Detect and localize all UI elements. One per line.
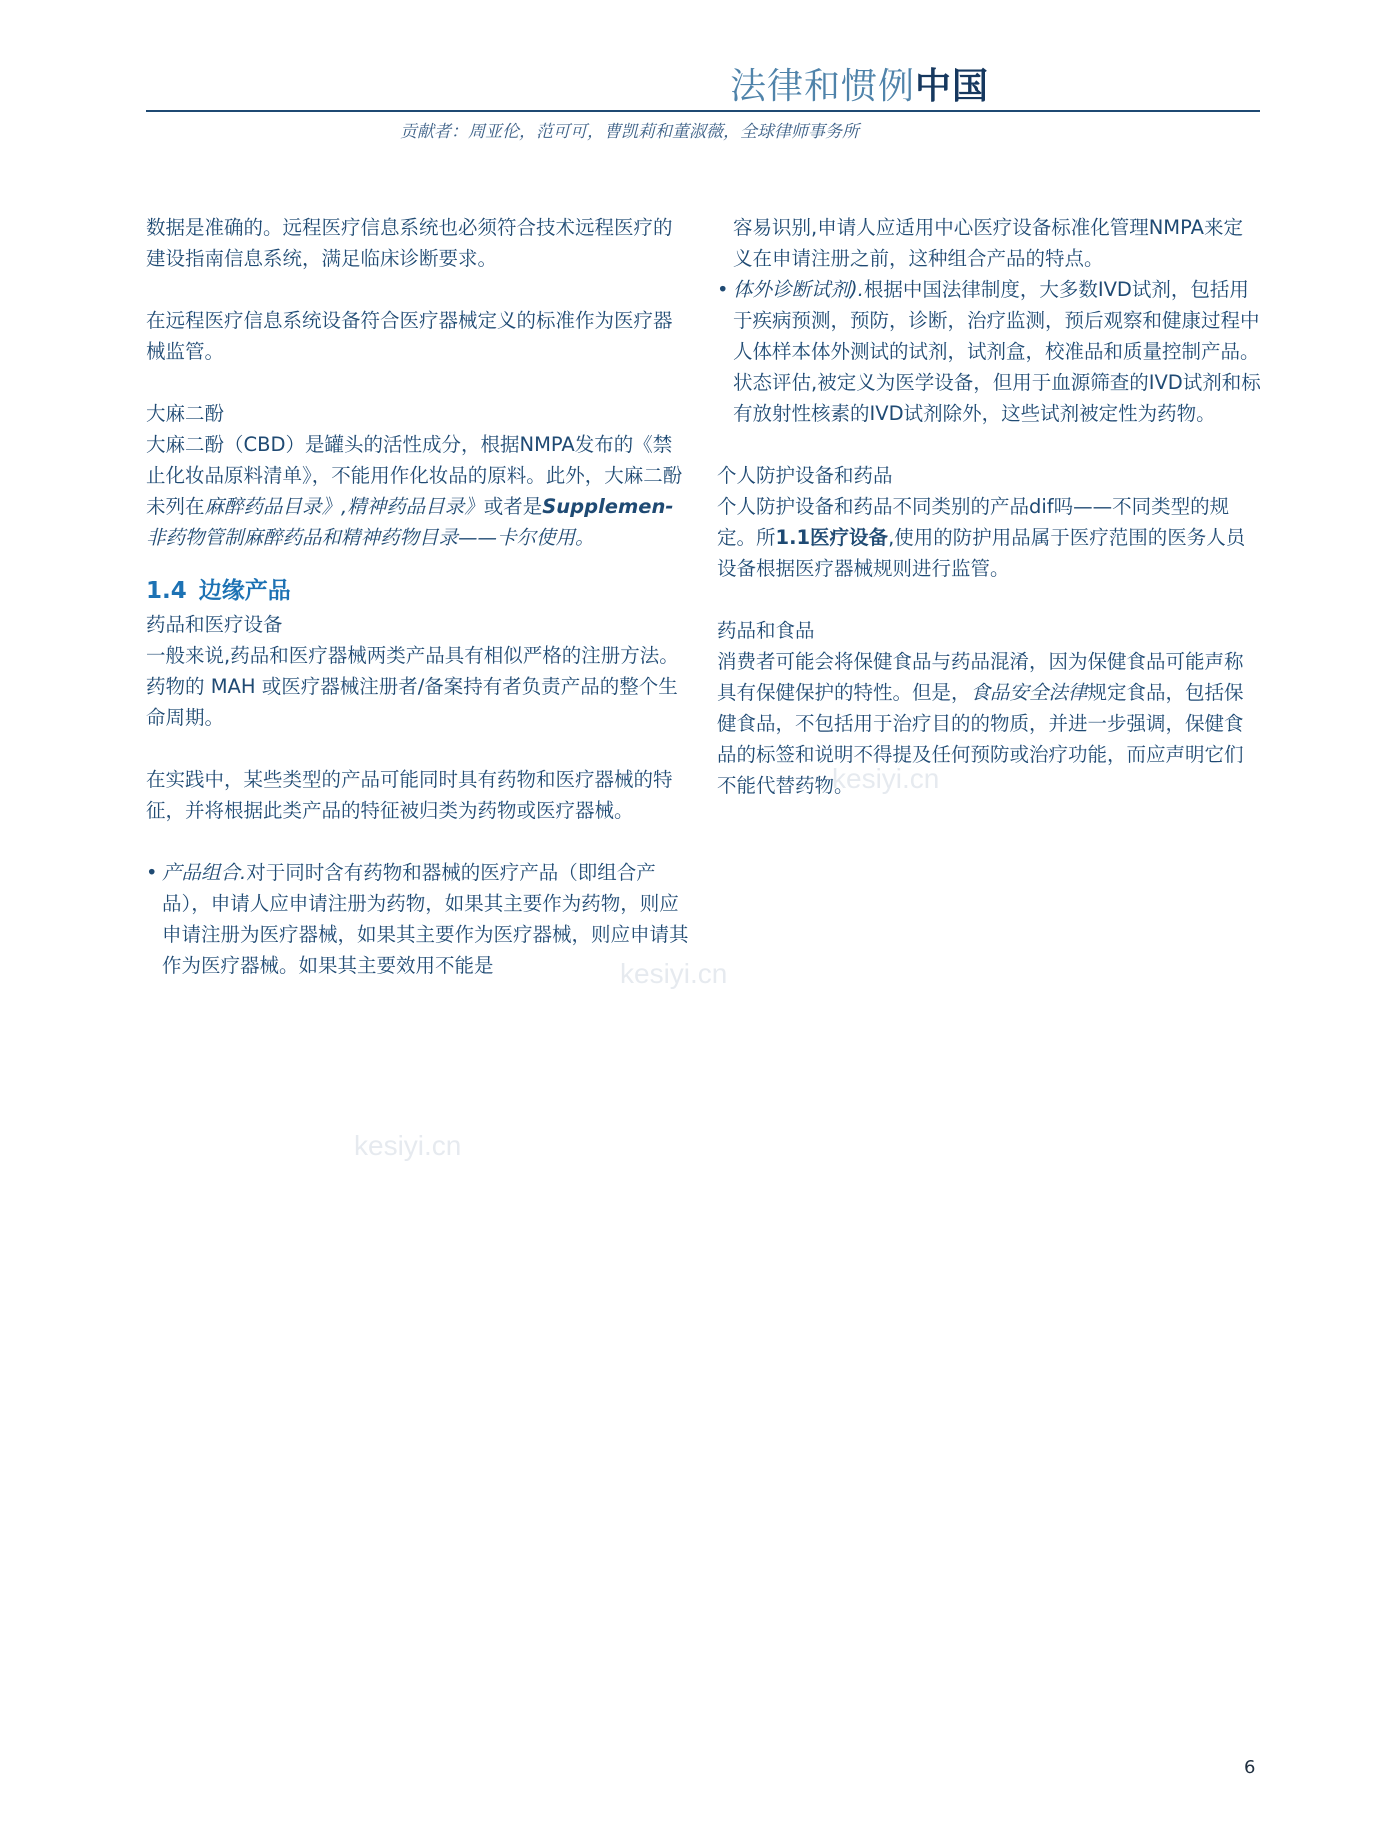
bullet-ivd: • 体外诊断试剂).根据中国法律制度，大多数IVD试剂，包括用于疾病预测，预防，诊断，治疗监测，预后观察和健康过程中人体样本体外测试的试剂，试剂盒，校准品和质量控制产品。状态评估,被定义为医学设备，但用于血源筛查的IVD试剂和标有放射性核素的IVD试剂除外，这些试剂被定性为药物。 [717, 274, 1262, 429]
header-title-main: 法律和惯例 [730, 66, 916, 107]
paragraph: 个人防护设备和药品不同类别的产品dif吗——不同类型的规定。所1.1医疗设备,使用的防护用品属于医疗范围的医务人员设备根据医疗器械规则进行监管。 [717, 495, 1246, 580]
paragraph: 数据是准确的。远程医疗信息系统也必须符合技术远程医疗的建设指南信息系统，满足临床诊断要求。 [146, 216, 673, 270]
watermark: kesiyi.cn [832, 763, 940, 794]
bullet-icon: • [717, 278, 729, 301]
right-column [717, 212, 1262, 801]
bullet-icon: • [146, 861, 158, 884]
header-rule [146, 110, 1260, 112]
left-column [146, 212, 691, 981]
subheading-drug-device: 药品和医疗设备 [146, 613, 283, 636]
contributors-line: 贡献者：周亚伦，范可可，曹凯莉和董淑薇，全球律师事务所 [400, 122, 859, 142]
header-title-country: 中国 [915, 66, 990, 107]
paragraph: 消费者可能会将保健食品与药品混淆，因为保健食品可能声称具有保健保护的特性。但是，食品安全法律规定食品，包括保健食品，不包括用于治疗目的的物质，并进一步强调，保健食品的标签和说明不得提及任何预防或治疗功能，而应声明它们不能代替药物。 [717, 650, 1244, 797]
paragraph: 在实践中，某些类型的产品可能同时具有药物和医疗器械的特征，并将根据此类产品的特征被归类为药物或医疗器械。 [146, 768, 673, 822]
watermark: kesiyi.cn [620, 958, 728, 989]
section-title: 边缘产品 [198, 578, 291, 604]
subheading-ppe: 个人防护设备和药品 [717, 464, 893, 487]
subheading-drug-food: 药品和食品 [717, 619, 815, 642]
paragraph: 一般来说,药品和医疗器械两类产品具有相似严格的注册方法。药物的 MAH 或医疗器械注册者/备案持有者负责产品的整个生命周期。 [146, 644, 679, 729]
paragraph: 容易识别,申请人应适用中心医疗设备标准化管理NMPA来定义在申请注册之前，这种组合产品的特点。 [733, 216, 1243, 270]
section-number: 1.4 [146, 578, 187, 604]
page-header-title [730, 58, 989, 109]
paragraph: 在远程医疗信息系统设备符合医疗器械定义的标准作为医疗器械监管。 [146, 309, 673, 363]
page-number: 6 [1244, 1757, 1256, 1778]
bullet-combination-product: • 产品组合.对于同时含有药物和器械的医疗产品（即组合产品），申请人应申请注册为药物，如果其主要作为药物，则应申请注册为医疗器械，如果其主要作为医疗器械，则应申请其作为医疗器械。如果其主要效用不能是 [146, 857, 691, 981]
section-heading [146, 573, 691, 609]
watermark: kesiyi.cn [354, 1130, 462, 1161]
subheading-cbd: 大麻二酚 [146, 402, 225, 425]
paragraph-cbd: 大麻二酚（CBD）是罐头的活性成分，根据NMPA发布的《禁止化妆品原料清单》，不能用作化妆品的原料。此外，大麻二酚未列在麻醉药品目录》,精神药品目录》或者是Supplemen-非药物管制麻醉药品和精神药物目录——卡尔使用。 [146, 433, 683, 549]
